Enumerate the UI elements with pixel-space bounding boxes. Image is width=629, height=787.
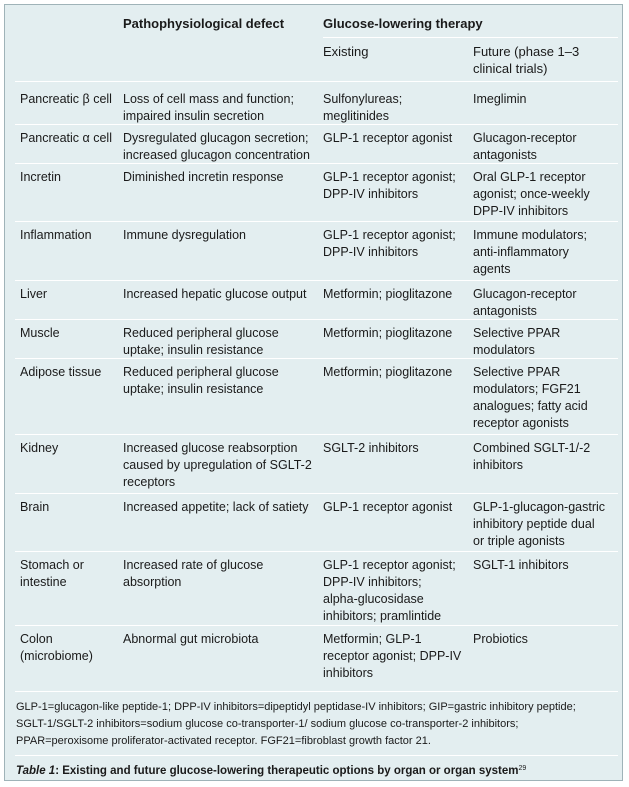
- row-divider: [15, 163, 618, 164]
- caption-reference: 29: [518, 765, 527, 772]
- organ-cell: Adipose tissue: [20, 365, 102, 379]
- organ-cell: Colon (microbiome): [20, 632, 93, 663]
- organ-cell: Inflammation: [20, 228, 92, 242]
- defect-cell: Abnormal gut microbiota: [123, 632, 259, 646]
- existing-therapy-cell: Metformin; pioglitazone: [323, 365, 453, 379]
- future-therapy-cell: Selective PPAR modulators: [473, 326, 561, 357]
- header-divider: [323, 37, 618, 38]
- defect-cell: Reduced peripheral glucose uptake; insulin resistance: [123, 326, 279, 357]
- existing-therapy-cell: Metformin; pioglitazone: [323, 326, 453, 340]
- organ-cell: Incretin: [20, 170, 61, 184]
- table-panel: [4, 4, 623, 781]
- caption-text: : Existing and future glucose-lowering therapeutic options by organ or organ system: [55, 765, 519, 777]
- footnote: GLP-1=glucagon-like peptide-1; DPP-IV inhibitors=dipeptidyl peptidase-IV inhibitors; GIP=gastric inhibitory peptide; SGLT-1/SGLT-2 inhibitors=sodium glucose co-transporter-1/ sodium glucose co-transporter-2 inhibitors; PPAR=peroxisome proliferator-activated receptor. FGF21=fibroblast growth factor 21.: [16, 701, 576, 747]
- organ-cell: Pancreatic α cell: [20, 131, 112, 145]
- caption-rule: [15, 755, 618, 756]
- future-therapy-cell: Probiotics: [473, 632, 528, 646]
- future-therapy-cell: Glucagon-receptor antagonists: [473, 287, 577, 318]
- future-therapy-cell: GLP-1-glucagon-gastric inhibitory peptide dual or triple agonists: [473, 500, 606, 548]
- header-existing: Existing: [323, 44, 369, 59]
- defect-cell: Reduced peripheral glucose uptake; insulin resistance: [123, 365, 279, 396]
- header-future: Future (phase 1–3 clinical trials): [473, 44, 580, 76]
- row-divider: [15, 493, 618, 494]
- header-defect: Pathophysiological defect: [123, 16, 285, 31]
- row-divider: [15, 280, 618, 281]
- future-therapy-cell: Imeglimin: [473, 92, 527, 106]
- row-divider: [15, 434, 618, 435]
- defect-cell: Loss of cell mass and function; impaired insulin secretion: [123, 92, 294, 123]
- defect-cell: Increased rate of glucose absorption: [123, 558, 264, 589]
- header-therapy: Glucose-lowering therapy: [323, 16, 483, 31]
- caption-label: Table 1: [16, 765, 56, 777]
- organ-cell: Stomach or intestine: [20, 558, 84, 589]
- defect-cell: Increased glucose reabsorption caused by upregulation of SGLT-2 receptors: [123, 441, 312, 489]
- existing-therapy-cell: Metformin; pioglitazone: [323, 287, 453, 301]
- existing-therapy-cell: Sulfonylureas; meglitinides: [323, 92, 403, 123]
- existing-therapy-cell: GLP-1 receptor agonist; DPP-IV inhibitors: [323, 170, 456, 201]
- existing-therapy-cell: SGLT-2 inhibitors: [323, 441, 419, 455]
- organ-cell: Pancreatic β cell: [20, 92, 112, 106]
- defect-cell: Dysregulated glucagon secretion; increased glucagon concentration: [123, 131, 310, 162]
- row-divider: [15, 319, 618, 320]
- existing-therapy-cell: GLP-1 receptor agonist; DPP-IV inhibitors: [323, 228, 456, 259]
- row-divider: [15, 625, 618, 626]
- organ-cell: Liver: [20, 287, 48, 301]
- future-therapy-cell: Immune modulators; anti-inflammatory agents: [473, 228, 587, 276]
- row-divider: [15, 124, 618, 125]
- row-divider: [15, 551, 618, 552]
- defect-cell: Immune dysregulation: [123, 228, 246, 242]
- future-therapy-cell: SGLT-1 inhibitors: [473, 558, 569, 572]
- defect-cell: Increased hepatic glucose output: [123, 287, 307, 301]
- future-therapy-cell: Glucagon-receptor antagonists: [473, 131, 577, 162]
- future-therapy-cell: Combined SGLT-1/-2 inhibitors: [473, 441, 591, 472]
- organ-cell: Brain: [20, 500, 50, 514]
- existing-therapy-cell: Metformin; GLP-1 receptor agonist; DPP-IV inhibitors: [323, 632, 462, 680]
- row-divider: [15, 221, 618, 222]
- existing-therapy-cell: GLP-1 receptor agonist: [323, 500, 453, 514]
- table-caption: [16, 761, 616, 779]
- future-therapy-cell: Selective PPAR modulators; FGF21 analogues; fatty acid receptor agonists: [473, 365, 588, 430]
- defect-cell: Diminished incretin response: [123, 170, 284, 184]
- existing-therapy-cell: GLP-1 receptor agonist: [323, 131, 453, 145]
- defect-cell: Increased appetite; lack of satiety: [123, 500, 309, 514]
- existing-therapy-cell: GLP-1 receptor agonist; DPP-IV inhibitors; alpha-glucosidase inhibitors; pramlintide: [323, 558, 456, 623]
- row-divider: [15, 358, 618, 359]
- organ-cell: Kidney: [20, 441, 59, 455]
- header-rule: [15, 81, 618, 82]
- future-therapy-cell: Oral GLP-1 receptor agonist; once-weekly DPP-IV inhibitors: [473, 170, 590, 218]
- footnote-rule: [15, 691, 618, 692]
- organ-cell: Muscle: [20, 326, 60, 340]
